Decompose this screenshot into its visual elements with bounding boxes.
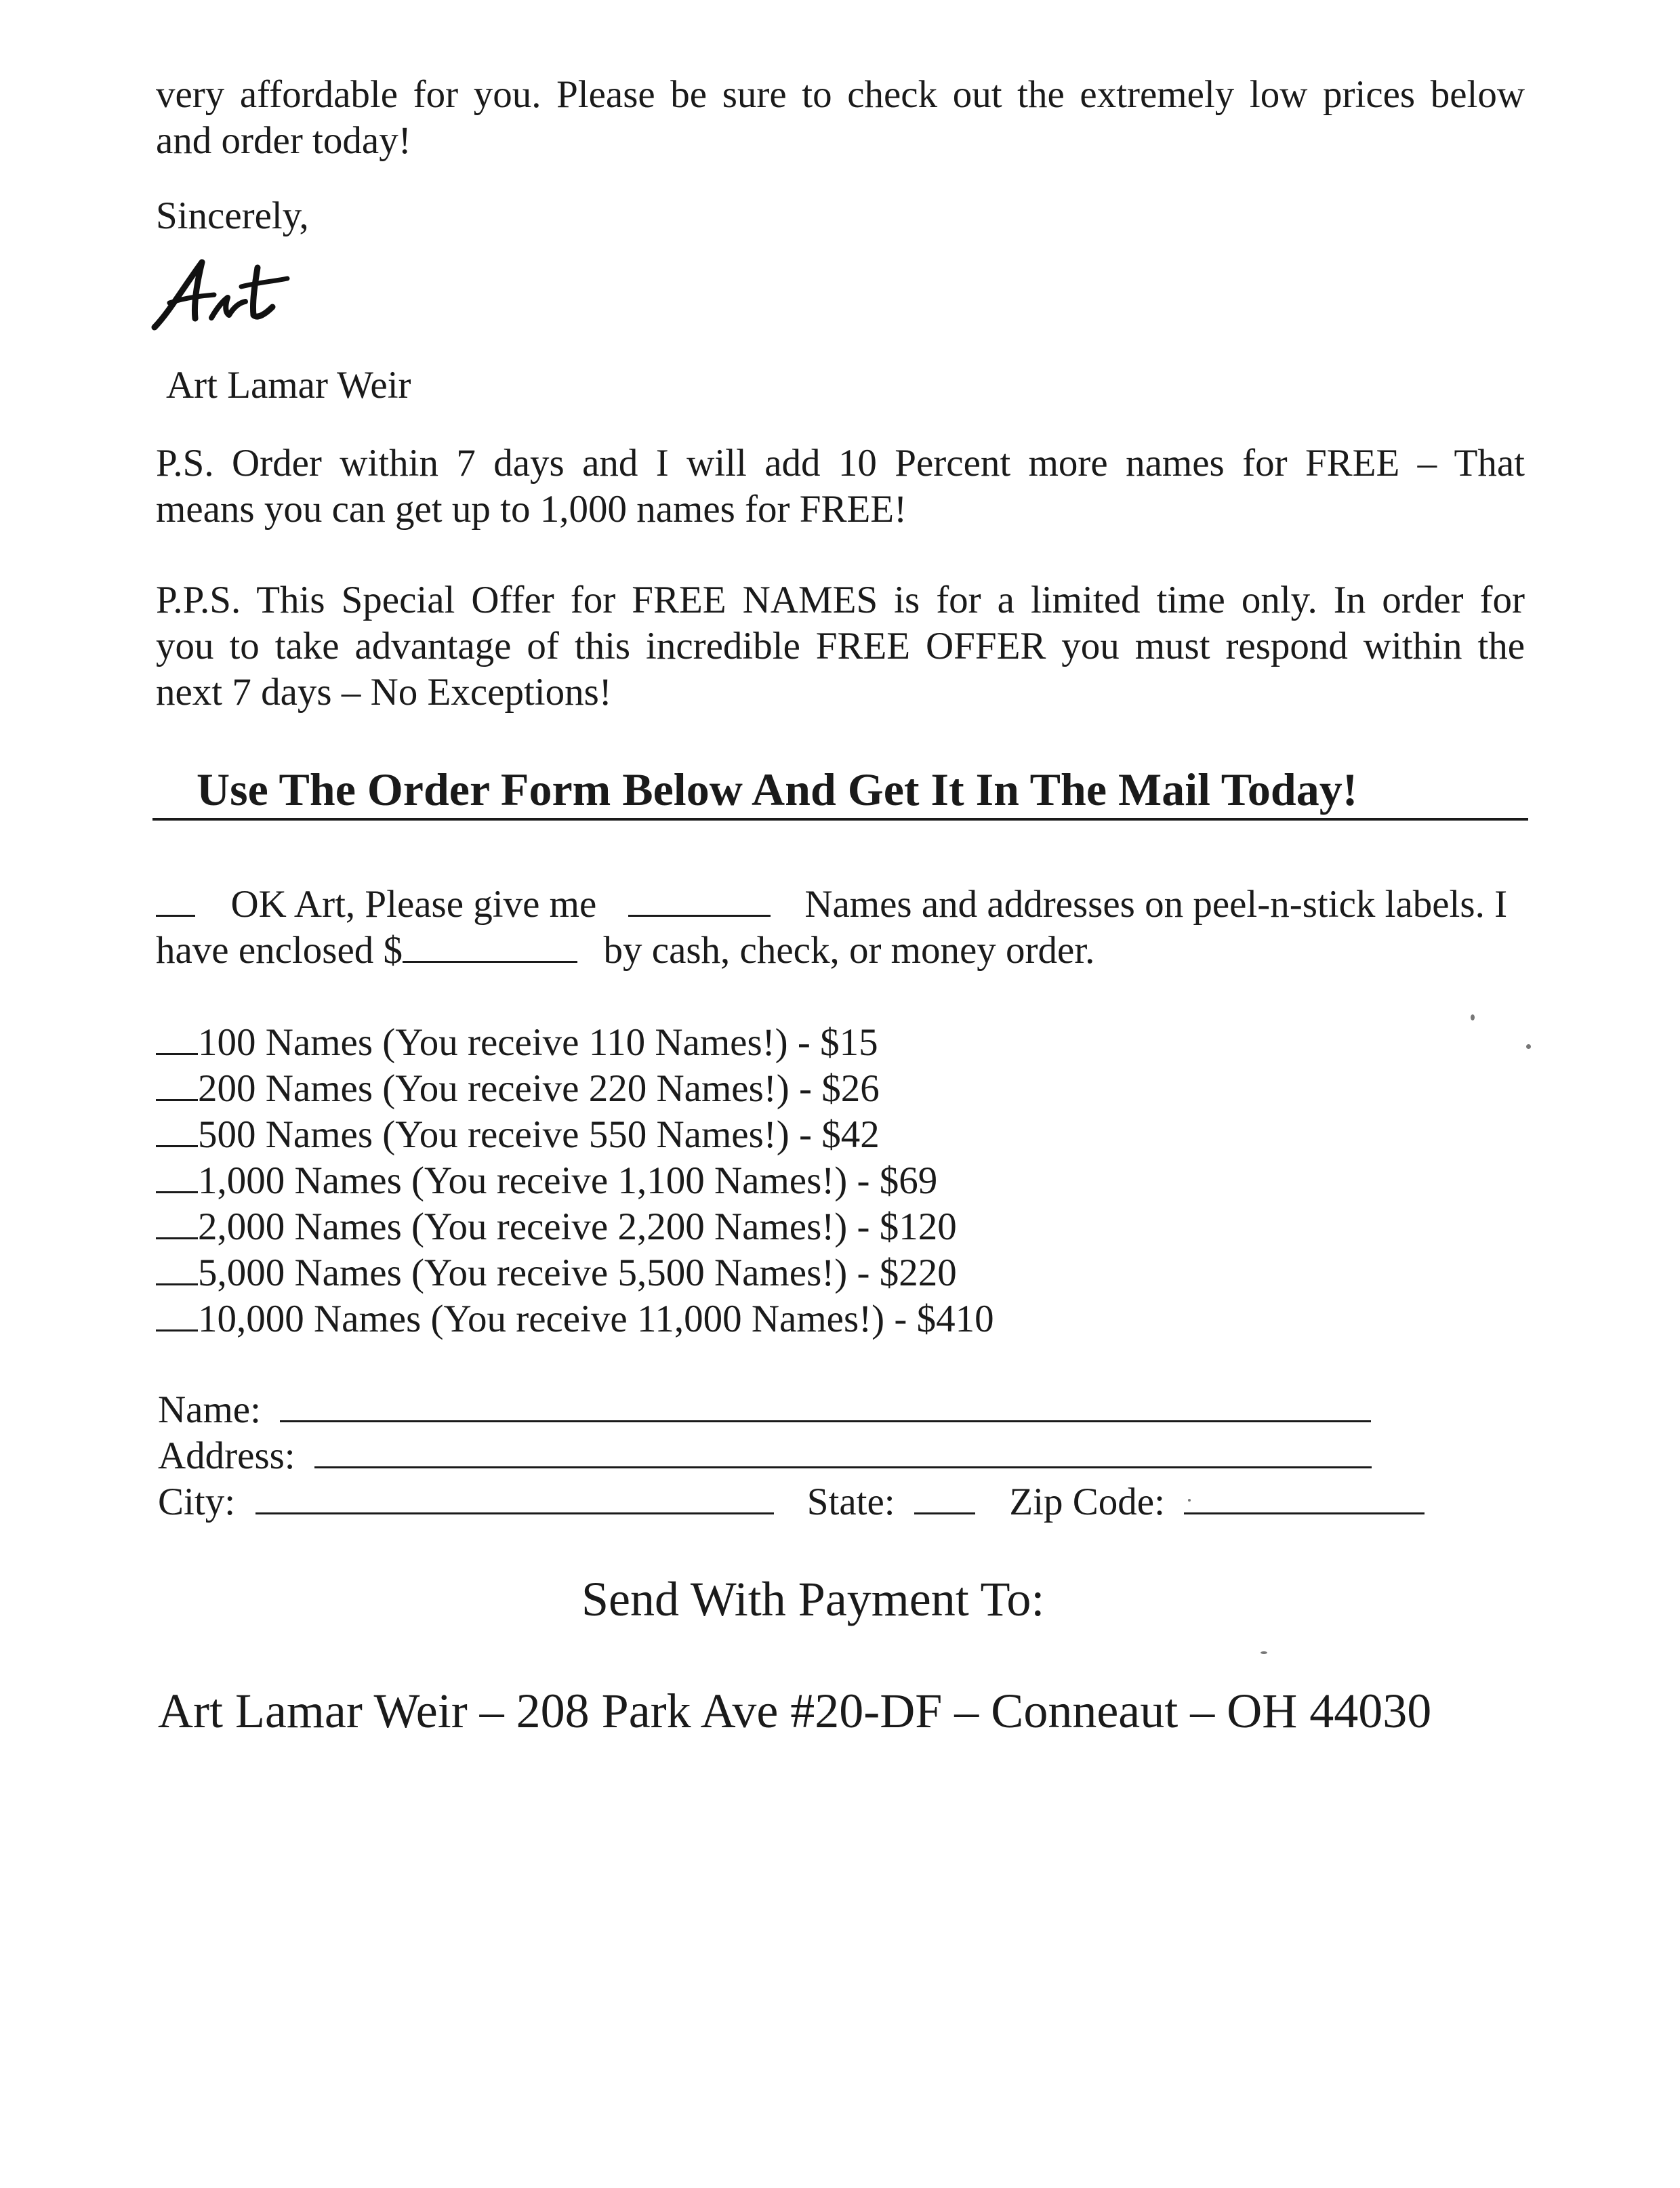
option-row [156,1203,957,1250]
ps-paragraph [156,440,1525,533]
address-field-row [158,1432,1372,1479]
send-with-payment-title: Send With Payment To: [581,1572,1045,1626]
option-checkbox-blank[interactable] [156,1157,198,1193]
closing: Sincerely, [156,194,309,237]
option-row [156,1065,880,1112]
order-request-text-2: Names and addresses on peel-n-stick labels. I [804,883,1508,926]
option-checkbox-blank[interactable] [156,1296,198,1332]
option-label: 1,000 Names (You receive 1,100 Names!) - $69 [198,1159,938,1202]
option-label: 500 Names (You receive 550 Names!) - $42 [198,1113,880,1156]
order-request-text-1: OK Art, Please give me [230,883,597,926]
city-field[interactable] [255,1479,774,1514]
option-row [156,1019,878,1066]
names-quantity-blank[interactable] [628,881,771,917]
name-field[interactable] [280,1386,1371,1422]
scan-speck [1188,1499,1191,1502]
order-request-line-1 [156,881,1525,928]
signature-image [149,247,291,342]
order-form-heading: Use The Order Form Below And Get It In The Mail Today! [197,764,1358,815]
scan-speck [1261,1651,1267,1654]
zip-code-field[interactable] [1184,1479,1425,1514]
option-label: 200 Names (You receive 220 Names!) - $26 [198,1067,880,1110]
amount-enclosed-blank[interactable] [403,927,577,963]
mailing-address: Art Lamar Weir – 208 Park Ave #20-DF – Conneaut – OH 44030 [158,1684,1432,1738]
pps-line-2: you to take advantage of this incredible FREE OFFER you must respond within the [156,625,1525,667]
intro-paragraph [156,72,1525,164]
signer-name: Art Lamar Weir [166,364,411,407]
option-label: 5,000 Names (You receive 5,500 Names!) - $220 [198,1252,957,1294]
option-checkbox-blank[interactable] [156,1203,198,1239]
option-label: 10,000 Names (You receive 11,000 Names!) - $410 [198,1298,994,1340]
intro-line-2: and order today! [156,119,411,162]
order-request-line-2 [156,927,1094,974]
pps-line-3: next 7 days – No Exceptions! [156,671,612,714]
option-checkbox-blank[interactable] [156,1065,198,1101]
option-label: 2,000 Names (You receive 2,200 Names!) - $120 [198,1205,957,1248]
intro-line-1: very affordable for you. Please be sure to check out the extremely low prices below [156,73,1525,116]
city-label: City: [158,1481,236,1523]
state-label: State: [806,1481,895,1523]
name-label: Name: [158,1388,261,1431]
order-request-text-3: have enclosed $ [156,929,403,972]
address-label: Address: [158,1434,295,1477]
option-row [156,1157,937,1204]
option-checkbox-blank[interactable] [156,1111,198,1147]
ps-line-2: means you can get up to 1,000 names for FREE! [156,488,907,531]
option-checkbox-blank[interactable] [156,1250,198,1285]
option-row [156,1250,957,1296]
ps-line-1: P.S. Order within 7 days and I will add 10 Percent more names for FREE – That [156,442,1525,484]
order-checkbox-blank[interactable] [156,881,195,917]
address-field[interactable] [314,1432,1372,1468]
state-field[interactable] [914,1479,975,1514]
pps-paragraph [156,577,1525,716]
option-row [156,1111,880,1158]
name-field-row [158,1386,1371,1433]
order-request-text-4: by cash, check, or money order. [603,929,1095,972]
heading-divider [152,818,1528,821]
pps-line-1: P.P.S. This Special Offer for FREE NAMES is for a limited time only. In order for [156,579,1525,621]
scan-speck [1471,1014,1475,1020]
option-checkbox-blank[interactable] [156,1019,198,1055]
option-label: 100 Names (You receive 110 Names!) - $15 [198,1021,878,1064]
option-row [156,1296,994,1342]
scan-speck [1526,1044,1531,1049]
city-state-zip-row [158,1479,1425,1525]
zip-label: Zip Code: [1009,1481,1165,1523]
